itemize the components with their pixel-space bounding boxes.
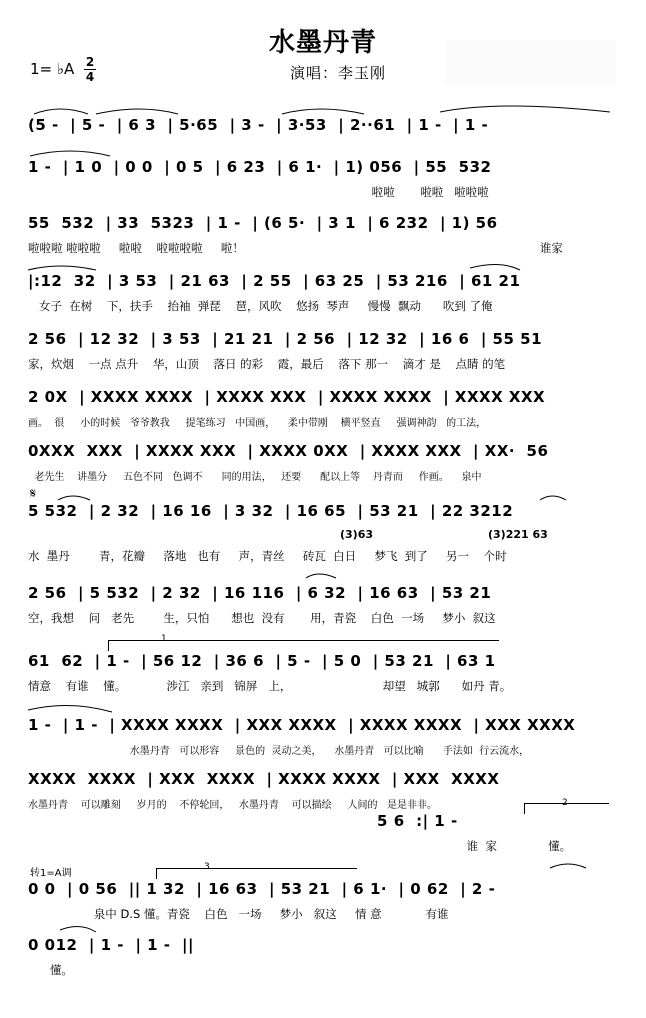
lyric-line: 懂。: [28, 963, 73, 977]
alt-notes-1: (3)63: [340, 528, 374, 541]
key-signature: 1= ♭A: [30, 60, 75, 78]
lyric-line: 水 墨丹 青，花瓣 落地 也有 声，青丝 砖瓦 白日 梦飞 到了 另一 个时: [28, 549, 507, 563]
notes-line: 0 012 | 1 - | 1 - ||: [28, 936, 194, 954]
notes-line: XXXX XXXX | XXX XXXX | XXXX XXXX | XXX XXXX: [28, 770, 500, 788]
lyric-line: 家，炊烟 一点 点升 华，山顶 落日 的彩 霞，最后 落下 那一 滴才 是 点睛 的笔: [28, 357, 506, 371]
lyric-line: 空，我想 问 老先 生，只怕 想也 没有 用，青瓷 白色 一场 梦小 叙这: [28, 611, 496, 625]
segno-sign: 𝄋: [30, 486, 37, 502]
volta-3-bracket: [156, 868, 357, 879]
song-title: 水墨丹青: [268, 28, 377, 58]
notes-line: (5 - | 5 - | 6 3 | 5·65 | 3 - | 3·53 | 2··61 | 1 - | 1 -: [28, 116, 489, 134]
lyric-line: 女子 在树 下，扶手 抬袖 弹琵 琶，风吹 悠扬 琴声 慢慢 飘动 吹到 了俺: [28, 299, 493, 313]
lyric-line: 老先生 讲墨分 五色不同 色调不 同的用法， 还要 配以上等 丹青而 作画。 泉中: [28, 472, 482, 483]
volta-2-bracket: [524, 803, 609, 814]
notes-line: 0 0 | 0 56 || 1 32 | 16 63 | 53 21 | 6 1· | 0 62 | 2 -: [28, 880, 496, 898]
lyric-line: 水墨丹青 可以雕刻 岁月的 不停轮回， 水墨丹青 可以描绘 人间的 是是非非。: [28, 800, 438, 811]
time-sig-bottom: 4: [85, 70, 95, 84]
singer-credit: 演唱：李玉刚: [290, 64, 387, 82]
notes-line: 61 62 | 1 - | 56 12 | 36 6 | 5 - | 5 0 | 53 21 | 63 1: [28, 652, 496, 670]
notes-line: 2 0X | XXXX XXXX | XXXX XXX | XXXX XXXX | XXXX XXX: [28, 388, 546, 406]
lyric-line: 情意 有谁 懂。 涉江 亲到 锦屏 上， 却望 城郭 如丹 青。: [28, 679, 512, 693]
notes-line: |:12 32 | 3 53 | 21 63 | 2 55 | 63 25 | 53 216 | 61 21: [28, 272, 521, 290]
lyric-line: 水墨丹青 可以形容 景色的 灵动之美， 水墨丹青 可以比喻 手法如 行云流水，: [28, 746, 530, 757]
notes-line: 5 532 | 2 32 | 16 16 | 3 32 | 16 65 | 53 21 | 22 3212: [28, 502, 514, 520]
lyric-line: 啦啦 啦啦 啦啦啦: [28, 185, 489, 199]
notes-line: 2 56 | 12 32 | 3 53 | 21 21 | 2 56 | 12 32 | 16 6 | 55 51: [28, 330, 543, 348]
notes-line: 0XXX XXX | XXXX XXX | XXXX 0XX | XXXX XXX | XX· 56: [28, 442, 549, 460]
lyric-line: 谁 家 懂。: [28, 839, 572, 853]
lyric-line: 泉中 D.S 懂。青瓷 白色 一场 梦小 叙这 情 意 有谁: [28, 907, 449, 921]
notes-line: 55 532 | 33 5323 | 1 - | (6 5· | 3 1 | 6 232 | 1) 56: [28, 214, 498, 232]
notes-line: 1 - | 1 - | XXXX XXXX | XXX XXXX | XXXX XXXX | XXX XXXX: [28, 716, 576, 734]
alt-notes-2: (3)221 63: [488, 528, 548, 541]
volta-1-bracket: [108, 640, 499, 651]
time-sig-top: 2: [85, 55, 95, 69]
volta-3-label: 3: [204, 862, 210, 872]
volta-2-label: 2: [562, 798, 568, 808]
notes-line: 2 56 | 5 532 | 2 32 | 16 116 | 6 32 | 16 63 | 53 21: [28, 584, 492, 602]
modulation-note: 转1=A调: [30, 868, 72, 879]
volta-1-label: 1: [161, 634, 167, 644]
lyric-line: 啦啦啦 啦啦啦 啦啦 啦啦啦啦 啦！ 谁家: [28, 241, 563, 255]
notes-line: 5 6 :| 1 -: [28, 812, 458, 830]
notes-line: 1 - | 1 0 | 0 0 | 0 5 | 6 23 | 6 1· | 1) 056 | 55 532: [28, 158, 492, 176]
time-signature: [84, 56, 96, 83]
lyric-line: 画。 很 小的时候 爷爷教我 提笔练习 中国画， 柔中带刚 横平竖直 强调神韵 的工法，: [28, 418, 487, 429]
